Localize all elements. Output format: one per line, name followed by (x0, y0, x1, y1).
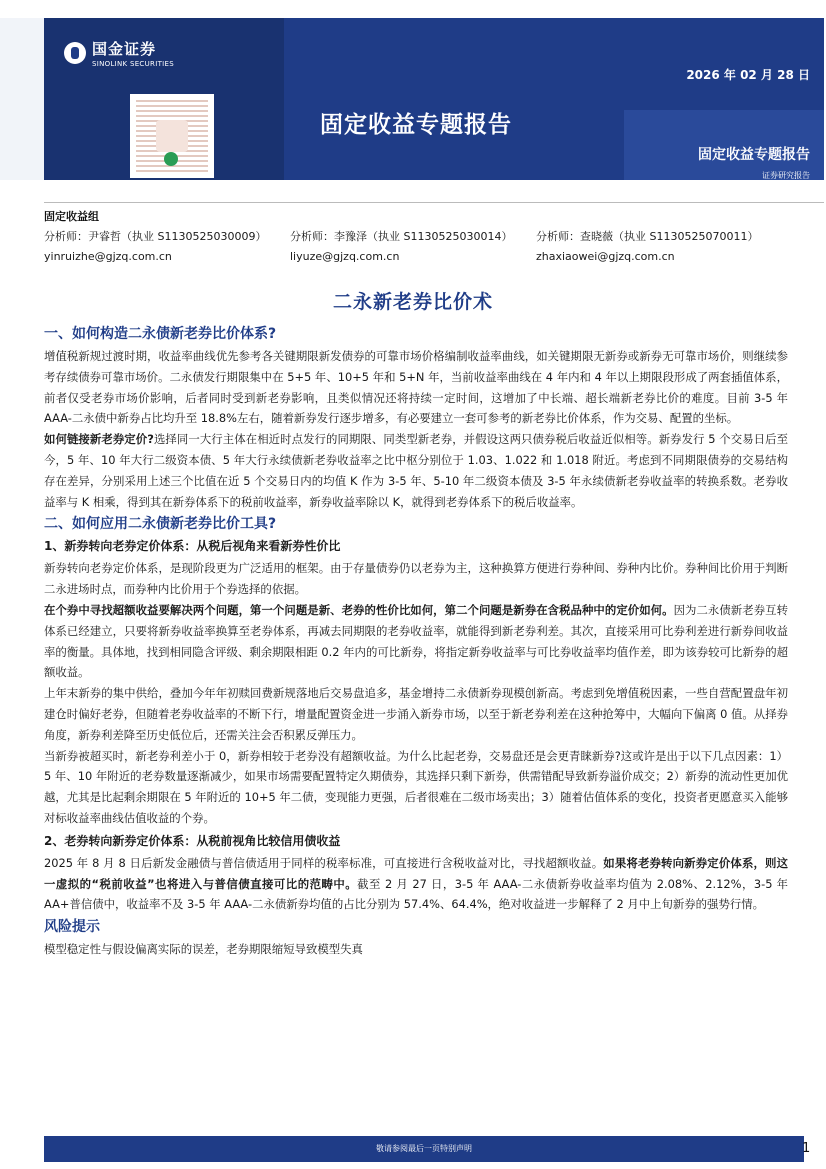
paragraph: 上年末新券的集中供给，叠加今年年初赎回费新规落地后交易盘追多，基金增持二永债新券现模创新高。考虑到免增值税因素，一些自营配置盘年初建仓时偏好老券，但随着老券收益率的不断下行，增量配置资金进一步涌入新券市场，以至于新老券利差在这种抢筹中，大幅向下偏离 0 值。从择券角度，新券利差降至历史低位后，还需关注会否积累反弹压力。 (44, 686, 788, 742)
paragraph: 当新券被超买时，新老券利差小于 0，新券相较于老券没有超额收益。为什么比起老券，交易盘还是会更青睐新券?这或许是出于以下几点因素：1）5 年、10 年附近的老券数量逐渐减少，如果市场需要配置特定久期债券，其选择只剩下新券，供需错配导致新券溢价成交；2）新券的流动性更加优越，尤其是比起剩余期限在 5 年附近的 10+5 年二债，变现能力更强，后者很难在二级市场卖出；3）随着估值体系的变化，投资者更愿意买入能够对标收益率曲线估值收益的个券。 (44, 748, 788, 825)
section-heading: 一、如何构造二永债新老券比价体系? (44, 326, 277, 342)
mini-program-icon (164, 152, 178, 166)
page-number: 1 (802, 1141, 811, 1156)
qr-code (130, 94, 214, 178)
analyst-name: 分析师：查晓薇（执业 S1130525070011） (536, 230, 759, 243)
banner-subtitle: 固定收益专题报告 (698, 147, 810, 163)
paragraph: 新券转向老券定价体系，是现阶段更为广泛适用的框架。由于存量债券仍以老券为主，这种换算方便进行券种间、券种内比价。券种间比价用于判断二永进场时点，而券种内比价用于个券选择的依据。 (44, 561, 788, 597)
logo-name-cn: 国金证券 (92, 40, 157, 58)
section-heading: 风险提示 (44, 919, 100, 936)
paragraph-text: 因为二永债新老券互转体系已经建立，只要将新券收益率换算至老券体系，再减去同期限的老券收益率，就能得到新老券利差。其次，直接采用可比券利差进行新券间收益率的衡量。具体地，找到相同隐含评级、剩余期限相距 0.2 年内的可比新券，将指定新券收益率与可比券收益率均值作差，即为该券较可比新券的超额收益。 (44, 602, 788, 680)
section-heading: 二、如何应用二永债新老券比价工具? (44, 516, 277, 533)
company-logo (64, 38, 174, 68)
analyst-email[interactable]: zhaxiaowei@gjzq.com.cn (536, 250, 675, 263)
research-group (44, 208, 99, 228)
paragraph (44, 600, 788, 683)
analyst-entry (290, 228, 512, 263)
paragraph-text: 截至 2 月 27 日，3-5 年 AAA-二永债新券收益率均值为 2.08%、2.12%，3-5 年 AA+普信债中，收益率不及 3-5 年 AAA-二永债新券均值的占比分别为 57.4%、64.4%，绝对收益进一步解释了 2 月中上旬新券的强势行情。 (44, 876, 788, 912)
analyst-entry (536, 228, 758, 263)
paragraph (44, 853, 788, 915)
logo-name-en: SINOLINK SECURITIES (92, 60, 174, 68)
banner-title: 固定收益专题报告 (320, 112, 512, 138)
paragraph (44, 429, 788, 512)
paragraph-lead: 在个券中寻找超额收益要解决两个问题，第一个问题是新、老券的性价比如何，第二个问题是新券在含税品种中的定价如何。 (44, 602, 674, 617)
risk-text: 模型稳定性与假设偏离实际的误差，老券期限缩短导致模型失真 (44, 942, 363, 957)
header-divider (44, 202, 824, 203)
analyst-entry (44, 228, 266, 263)
report-date: 2026 年 02 月 28 日 (686, 68, 810, 82)
paragraph-text: 选择同一大行主体在相近时点发行的同期限、同类型新老券，并假设这两只债券税后收益近似相等。新券发行 5 个交易日后至今，5 年、10 年大行二级资本债、5 年大行永续债新老券收益率之比中枢分别位于 1.03、1.022 和 1.018 附近。考虑到不同期限债券的交易结构存在差异，分别采用上述三个比值在近 5 个交易日内的均值 K 作为 3-5 年、5-10 年二级资本债及 3-5 年永续债新老券收益率的转换系数。老券收益率与 K 相乘，得到其在新券体系下的税前收益率，新券收益率除以 K，就得到老券体系下的税后收益率。 (44, 432, 788, 509)
paragraph-text: 2025 年 8 月 8 日后新发金融债与普信债适用于同样的税率标准，可直接进行含税收益对比，寻找超额收益。 (44, 855, 604, 870)
analyst-name: 分析师：李豫泽（执业 S1130525030014） (290, 230, 513, 243)
logo-icon (64, 42, 86, 64)
footer-bar: 敬请参阅最后一页特别声明 (44, 1136, 804, 1162)
analyst-name: 分析师：尹睿哲（执业 S1130525030009） (44, 230, 267, 243)
analyst-email[interactable]: liyuze@gjzq.com.cn (290, 250, 400, 263)
report-body (44, 322, 788, 960)
subsection-heading: 1、新券转向老券定价体系：从税后视角来看新券性价比 (44, 539, 341, 554)
subsection-heading: 2、老券转向新券定价体系：从税前视角比较信用债收益 (44, 833, 341, 848)
document-title: 二永新老券比价术 (332, 291, 493, 313)
paragraph-lead: 如何链接新老券定价? (44, 432, 154, 447)
group-name: 固定收益组 (44, 210, 99, 223)
paragraph: 增值税新规过渡时期，收益率曲线优先参考各关键期限新发债券的可靠市场价格编制收益率曲线，如关键期限无新券或新券无可靠市场价，则继续参考存续债券可靠市场价。二永债发行期限集中在 5+5 年、10+5 年和 5+N 年，当前收益率曲线在 4 年内和 4 年以上期限段形成了两套插值体系，前者仅受老券市场价影响，后者同时受到新老券影响，且类似情况还将持续一定时间，这增加了中长端、超长端新老券比价的难度。目前 3-5 年 AAA-二永债中新券占比均升至 18.8%左右，随着新券发行逐步增多，有必要建立一套可参考的新老券比价体系，作为交易、配置的坐标。 (44, 349, 788, 426)
banner-tag: 证券研究报告 (762, 171, 810, 180)
analyst-email[interactable]: yinruizhe@gjzq.com.cn (44, 250, 172, 263)
paragraph-lead: 如果将老券转向新券定价体系，则这一虚拟的“税前收益”也将进入与普信债直接可比的范畴中。 (44, 855, 788, 891)
header-corner-panel (0, 18, 44, 180)
